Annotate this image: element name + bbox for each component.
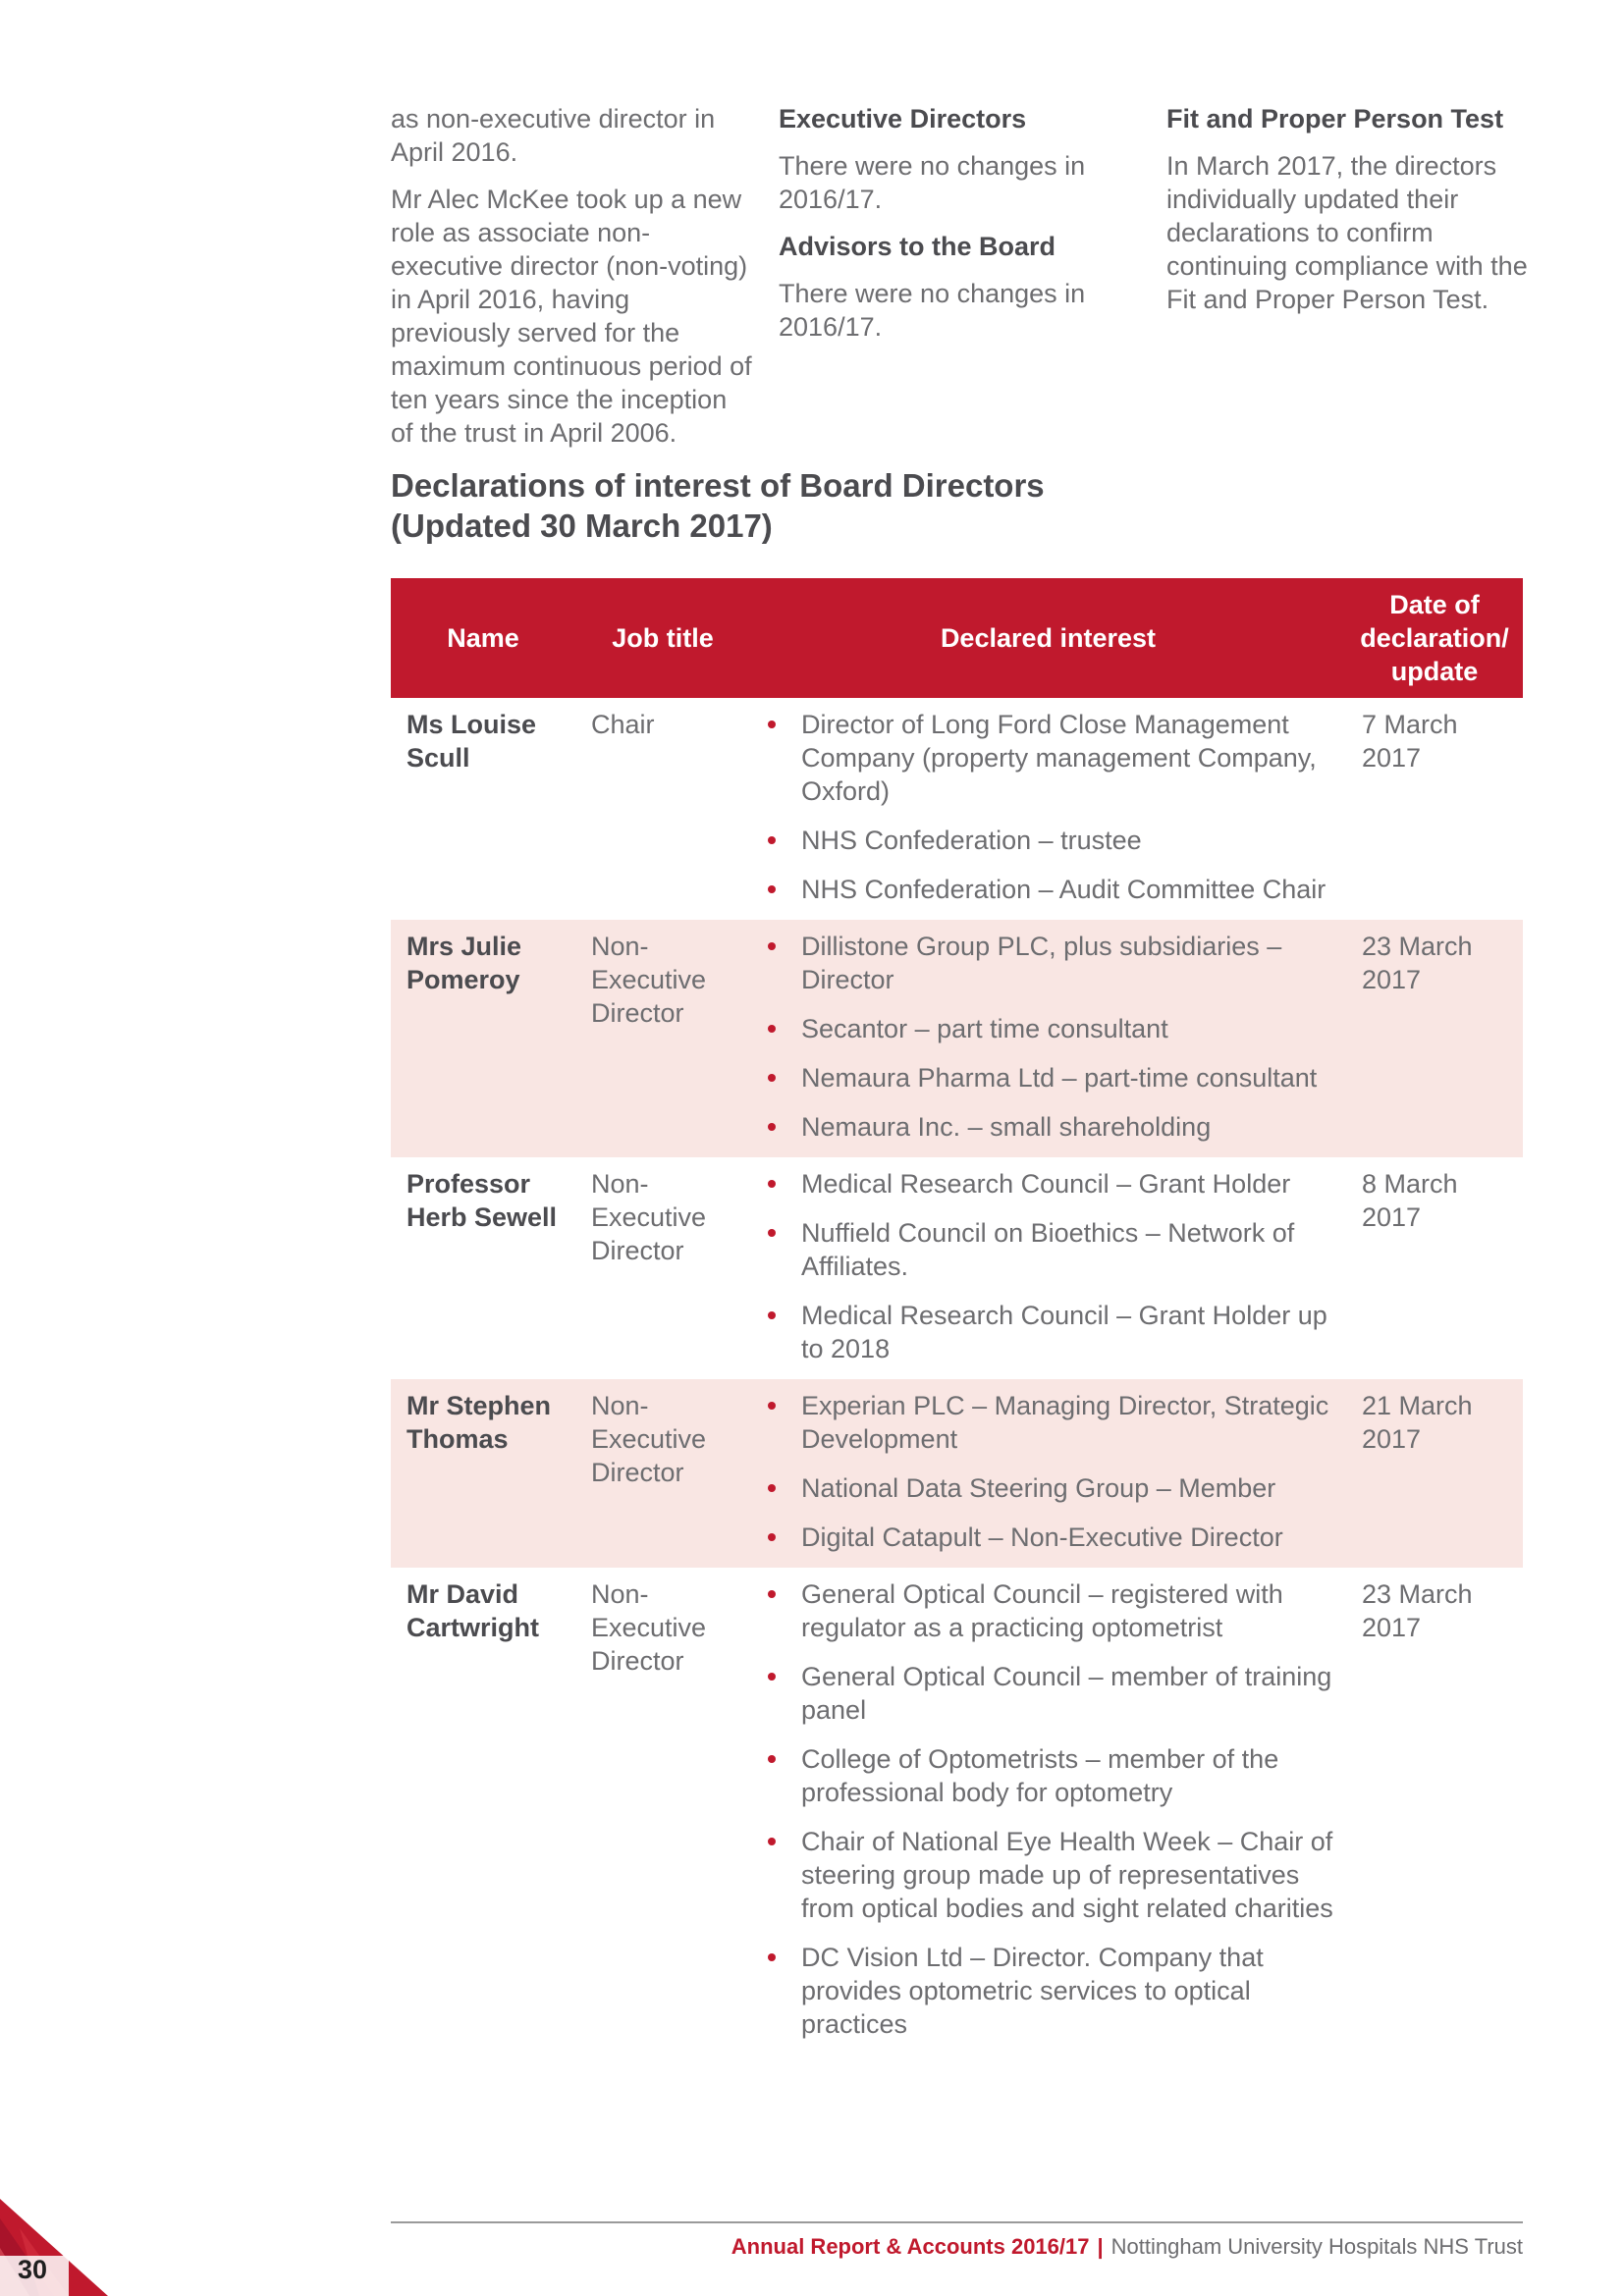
fit-proper-text: In March 2017, the directors individually updated their declarations to confirm continuing compliance with the Fit and Proper Person Test.	[1166, 151, 1528, 314]
interest-item: General Optical Council – member of training panel	[766, 1660, 1338, 1727]
interest-item: Nemaura Pharma Ltd – part-time consultant	[766, 1061, 1338, 1095]
executive-directors-heading: Executive Directors	[779, 104, 1027, 133]
director-name: Mr David Cartwright	[406, 1579, 539, 1642]
interest-item: Chair of National Eye Health Week – Chair of steering group made up of representatives from optical bodies and sight related charities	[766, 1825, 1338, 1925]
footer-separator: |	[1097, 2234, 1104, 2259]
declaration-date: 23 March 2017	[1346, 920, 1523, 1157]
executive-directors-text: There were no changes in 2016/17.	[779, 151, 1086, 214]
declarations-table	[391, 578, 1523, 2055]
interest-item: DC Vision Ltd – Director. Company that provides optometric services to optical practices	[766, 1941, 1338, 2041]
job-title: Non-Executive Director	[591, 1579, 707, 1676]
interest-item: NHS Confederation – trustee	[766, 824, 1338, 857]
interest-item: Nuffield Council on Bioethics – Network of Affiliates.	[766, 1216, 1338, 1283]
declared-interests	[750, 1379, 1346, 1568]
table-row	[391, 1379, 1523, 1568]
interest-item: National Data Steering Group – Member	[766, 1471, 1338, 1505]
page-footer	[731, 2233, 1523, 2261]
interest-item: Medical Research Council – Grant Holder	[766, 1167, 1338, 1201]
declaration-date: 21 March 2017	[1346, 1379, 1523, 1568]
director-name: Mr Stephen Thomas	[391, 1379, 575, 1568]
interest-item: Nemaura Inc. – small shareholding	[766, 1110, 1338, 1144]
advisors-heading: Advisors to the Board	[779, 232, 1056, 261]
job-title: Chair	[591, 710, 655, 739]
interest-item: NHS Confederation – Audit Committee Chair	[766, 873, 1338, 906]
declarations-title-line-2: (Updated 30 March 2017)	[391, 507, 773, 544]
footer-organisation: Nottingham University Hospitals NHS Trust	[1110, 2234, 1523, 2259]
header-declared-interest: Declared interest	[750, 578, 1346, 698]
table-row	[391, 1157, 1523, 1379]
header-date: Date of declaration/ update	[1346, 578, 1523, 698]
director-name: Mrs Julie Pomeroy	[391, 920, 575, 1157]
director-name: Ms Louise Scull	[406, 710, 537, 773]
interest-item: Medical Research Council – Grant Holder up to 2018	[766, 1299, 1338, 1365]
table-row	[391, 698, 1523, 920]
header-name: Name	[391, 578, 575, 698]
table-header-row	[391, 578, 1523, 698]
job-title: Non-Executive Director	[575, 1379, 750, 1568]
interest-item: Director of Long Ford Close Management Company (property management Company, Oxford)	[766, 708, 1338, 808]
intro-column	[391, 102, 754, 463]
interest-item: Dillistone Group PLC, plus subsidiaries – Director	[766, 930, 1338, 996]
declarations-title	[391, 465, 1373, 546]
interest-item: College of Optometrists – member of the professional body for optometry	[766, 1742, 1338, 1809]
declaration-date: 23 March 2017	[1362, 1579, 1473, 1642]
footer-divider	[391, 2221, 1523, 2223]
fit-proper-column	[1166, 102, 1530, 330]
interest-item: General Optical Council – registered with regulator as a practicing optometrist	[766, 1577, 1338, 1644]
declared-interests	[750, 1157, 1346, 1379]
job-title: Non-Executive Director	[591, 1169, 707, 1265]
intro-paragraph-2: Mr Alec McKee took up a new role as associate non-executive director (non-voting) in April 2016, having previously served for the maximum continuous period of ten years since the inception of the trust in April 2006.	[391, 185, 752, 448]
interest-item: Experian PLC – Managing Director, Strategic Development	[766, 1389, 1338, 1456]
job-title: Non-Executive Director	[575, 920, 750, 1157]
header-job-title: Job title	[575, 578, 750, 698]
declaration-date: 8 March 2017	[1362, 1169, 1458, 1232]
director-name: Professor Herb Sewell	[406, 1169, 558, 1232]
advisors-text: There were no changes in 2016/17.	[779, 279, 1086, 342]
table-row	[391, 920, 1523, 1157]
declared-interests	[750, 920, 1346, 1157]
page-number: 30	[18, 2255, 48, 2284]
declarations-title-line-1: Declarations of interest of Board Directors	[391, 467, 1045, 504]
intro-paragraph-1: as non-executive director in April 2016.	[391, 104, 716, 167]
interest-item: Digital Catapult – Non-Executive Director	[766, 1521, 1338, 1554]
declared-interests	[750, 698, 1346, 920]
table-row	[391, 1568, 1523, 2055]
interest-item: Secantor – part time consultant	[766, 1012, 1338, 1045]
footer-report-title: Annual Report & Accounts 2016/17	[731, 2234, 1090, 2259]
corner-decoration-icon	[0, 2199, 108, 2296]
fit-proper-heading: Fit and Proper Person Test	[1166, 104, 1504, 133]
executive-directors-column	[779, 102, 1142, 357]
declaration-date: 7 March 2017	[1362, 710, 1458, 773]
declared-interests	[750, 1568, 1346, 2055]
